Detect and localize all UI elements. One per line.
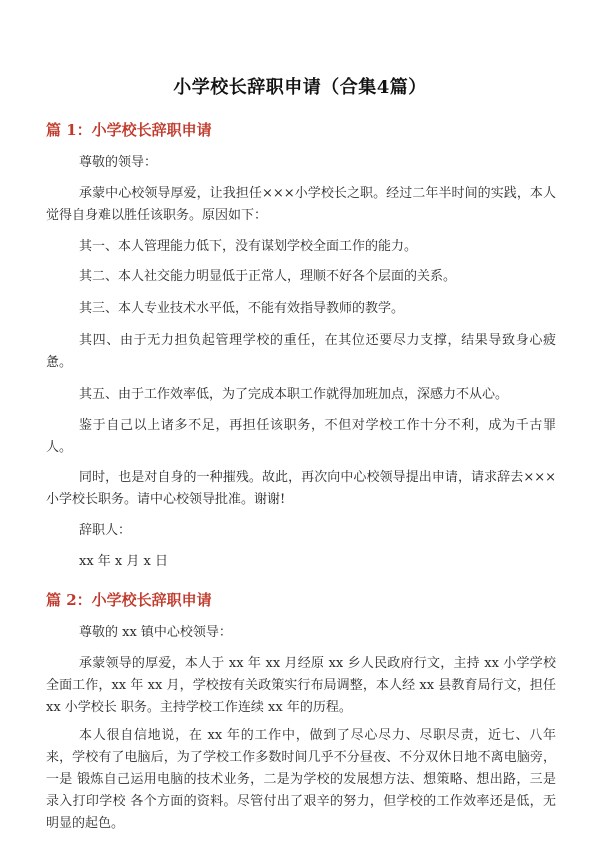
section-1-paragraph-6: 其五、由于工作效率低，为了完成本职工作就得加班加点，深感力不从心。	[79, 387, 509, 402]
section-1-paragraph-3: 其二、本人社交能力明显低于正常人，理顺不好各个层面的关系。	[79, 269, 457, 284]
section-1-paragraph-5: 其四、由于无力担负起管理学校的重任，在其位还要尽力支撑，结果导致身心疲惫。	[46, 333, 556, 370]
section-1-paragraph-2: 其一、本人管理能力低下，没有谋划学校全面工作的能力。	[79, 239, 418, 254]
section-1-paragraph-7: 鉴于自己以上诸多不足，再担任该职务，不但对学校工作十分不利，成为千古罪人。	[46, 418, 556, 455]
section-1-signature: 辞职人：	[79, 523, 132, 538]
section-1-date: xx 年 x 月 x 日	[79, 554, 168, 569]
section-2-paragraph-2: 本人很自信地说，在 xx 年的工作中，做到了尽心尽力、尽职尽责，近七、八年来，学校有了电脑后，为了学校工作多数时间几乎不分昼夜、不分双休日地不离电脑旁，一是 锻炼自己运用电脑的技术业务，二是为学校的发展想方法、想策略、想出路，三是录入打印学校 各个方面的资料。尽管付出了艰辛的努力，但学校的工作效率还是低，无明显的起色。	[46, 728, 556, 831]
section-1-salutation: 尊敬的领导：	[79, 155, 158, 170]
section-2-paragraph-1: 承蒙领导的厚爱，本人于 xx 年 xx 月经原 xx 乡人民政府行文，主持 xx 小学学校 全面工作，xx 年 xx 月，学校按有关政策实行布局调整，本人经 xx 县教育局行文，担任 xx 小学校长 职务。主持学校工作连续 xx 年的历程。	[46, 656, 561, 715]
section-1-paragraph-4: 其三、本人专业技术水平低，不能有效指导教师的教学。	[79, 301, 405, 316]
section-2-salutation: 尊敬的 xx 镇中心校领导：	[79, 625, 232, 640]
section-1-paragraph-1: 承蒙中心校领导厚爱，让我担任×××小学校长之职。经过二年半时间的实践，本人觉得自身难以胜任该职务。原因如下：	[46, 186, 556, 223]
document-title: 小学校长辞职申请（合集4篇）	[173, 77, 427, 98]
section-1-heading: 篇 1：小学校长辞职申请	[46, 121, 212, 139]
section-2-heading: 篇 2：小学校长辞职申请	[46, 591, 212, 609]
section-1-paragraph-8: 同时，也是对自身的一种摧残。故此，再次向中心校领导提出申请，请求辞去×××小学校长职务。请中心校领导批准。谢谢!	[46, 470, 556, 507]
